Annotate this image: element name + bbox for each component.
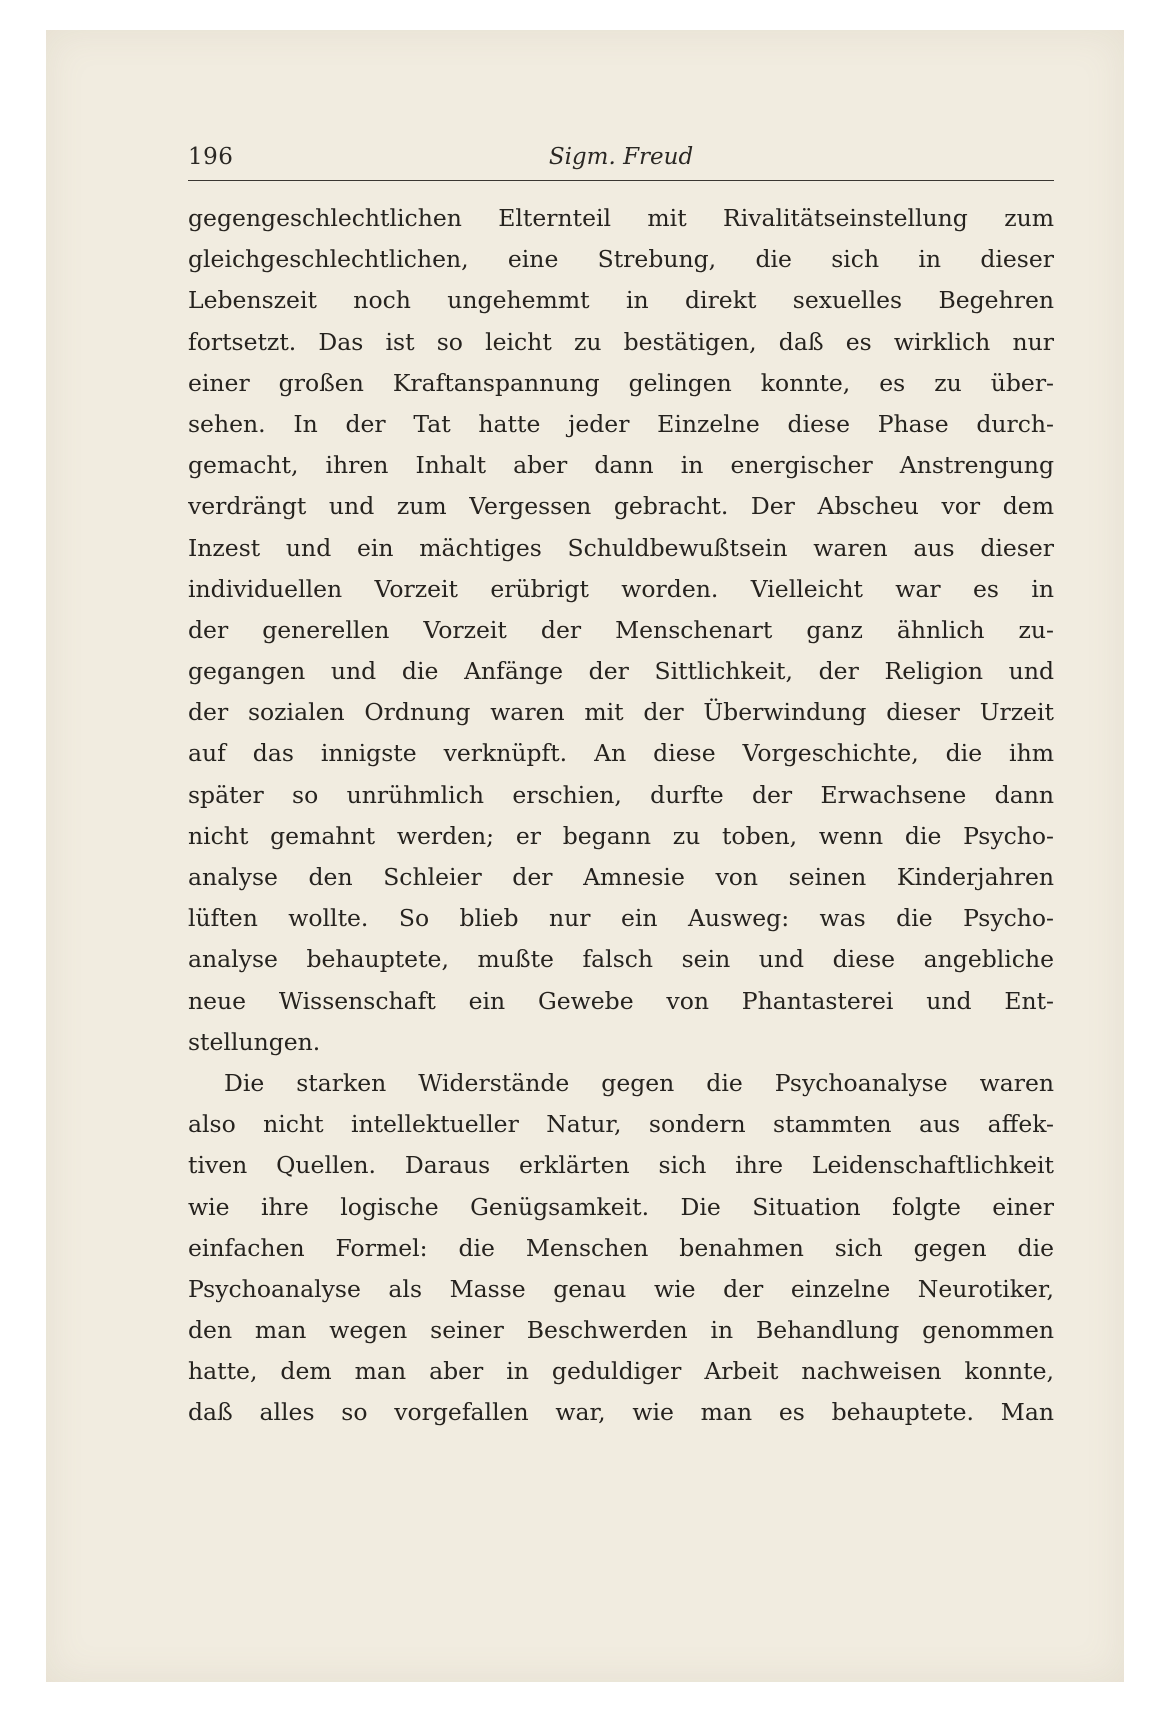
text-line: Psychoanalyse als Masse genau wie der einzelne Neurotiker, — [188, 1274, 1054, 1303]
running-head — [188, 138, 1054, 181]
text-line: gemacht, ihren Inhalt aber dann in energischer Anstrengung — [188, 451, 1054, 480]
text-line: Lebenszeit noch ungehemmt in direkt sexuelles Begehren — [188, 286, 1054, 315]
text-line: den man wegen seiner Beschwerden in Behandlung genommen — [188, 1316, 1054, 1345]
text-line: gegengeschlechtlichen Elternteil mit Rivalitätseinstellung zum — [188, 204, 1054, 232]
text-line: Inzest und ein mächtiges Schuldbewußtsein waren aus dieser — [188, 533, 1054, 562]
paragraph-last-line: stellungen. — [188, 1027, 321, 1056]
text-line: später so unrühmlich erschien, durfte der Erwachsene dann — [188, 780, 1054, 809]
text-line: hatte, dem man aber in geduldiger Arbeit nachweisen konnte, — [188, 1357, 1054, 1386]
text-line: also nicht intellektueller Natur, sondern stammten aus affek- — [188, 1110, 1054, 1139]
text-line: analyse behauptete, mußte falsch sein und diese angebliche — [188, 945, 1054, 974]
text-line: gegangen und die Anfänge der Sittlichkeit, der Religion und — [188, 657, 1054, 686]
running-title: Sigm. Freud — [548, 144, 694, 170]
text-line: sehen. In der Tat hatte jeder Einzelne diese Phase durch- — [188, 409, 1054, 438]
text-line: auf das innigste verknüpft. An diese Vorgeschichte, die ihm — [188, 739, 1054, 768]
text-line: tiven Quellen. Daraus erklärten sich ihre Leidenschaftlichkeit — [188, 1151, 1054, 1180]
text-line: wie ihre logische Genügsamkeit. Die Situation folgte einer — [188, 1192, 1054, 1221]
text-line: der generellen Vorzeit der Menschenart ganz ähnlich zu- — [188, 615, 1054, 644]
body-text — [188, 198, 1054, 1434]
text-line: fortsetzt. Das ist so leicht zu bestätigen, daß es wirklich nur — [188, 327, 1054, 356]
page-number: 196 — [188, 144, 234, 170]
text-line: einer großen Kraftanspannung gelingen konnte, es zu über- — [188, 368, 1054, 397]
text-line: gleichgeschlechtlichen, eine Strebung, die sich in dieser — [188, 245, 1054, 274]
text-line: neue Wissenschaft ein Gewebe von Phantasterei und Ent- — [188, 986, 1054, 1015]
text-line: individuellen Vorzeit erübrigt worden. Vielleicht war es in — [188, 574, 1054, 603]
text-line: einfachen Formel: die Menschen benahmen sich gegen die — [188, 1233, 1054, 1262]
text-line: der sozialen Ordnung waren mit der Überwindung dieser Urzeit — [188, 698, 1054, 727]
text-line: nicht gemahnt werden; er begann zu toben, wenn die Psycho- — [188, 821, 1054, 850]
paragraph-first-line: Die starken Widerstände gegen die Psychoanalyse waren — [224, 1068, 1054, 1097]
text-line: verdrängt und zum Vergessen gebracht. Der Abscheu vor dem — [188, 492, 1054, 521]
text-line: lüften wollte. So blieb nur ein Ausweg: was die Psycho- — [188, 904, 1054, 933]
text-line: analyse den Schleier der Amnesie von seinen Kinderjahren — [188, 863, 1054, 891]
text-line: daß alles so vorgefallen war, wie man es behauptete. Man — [188, 1398, 1054, 1427]
